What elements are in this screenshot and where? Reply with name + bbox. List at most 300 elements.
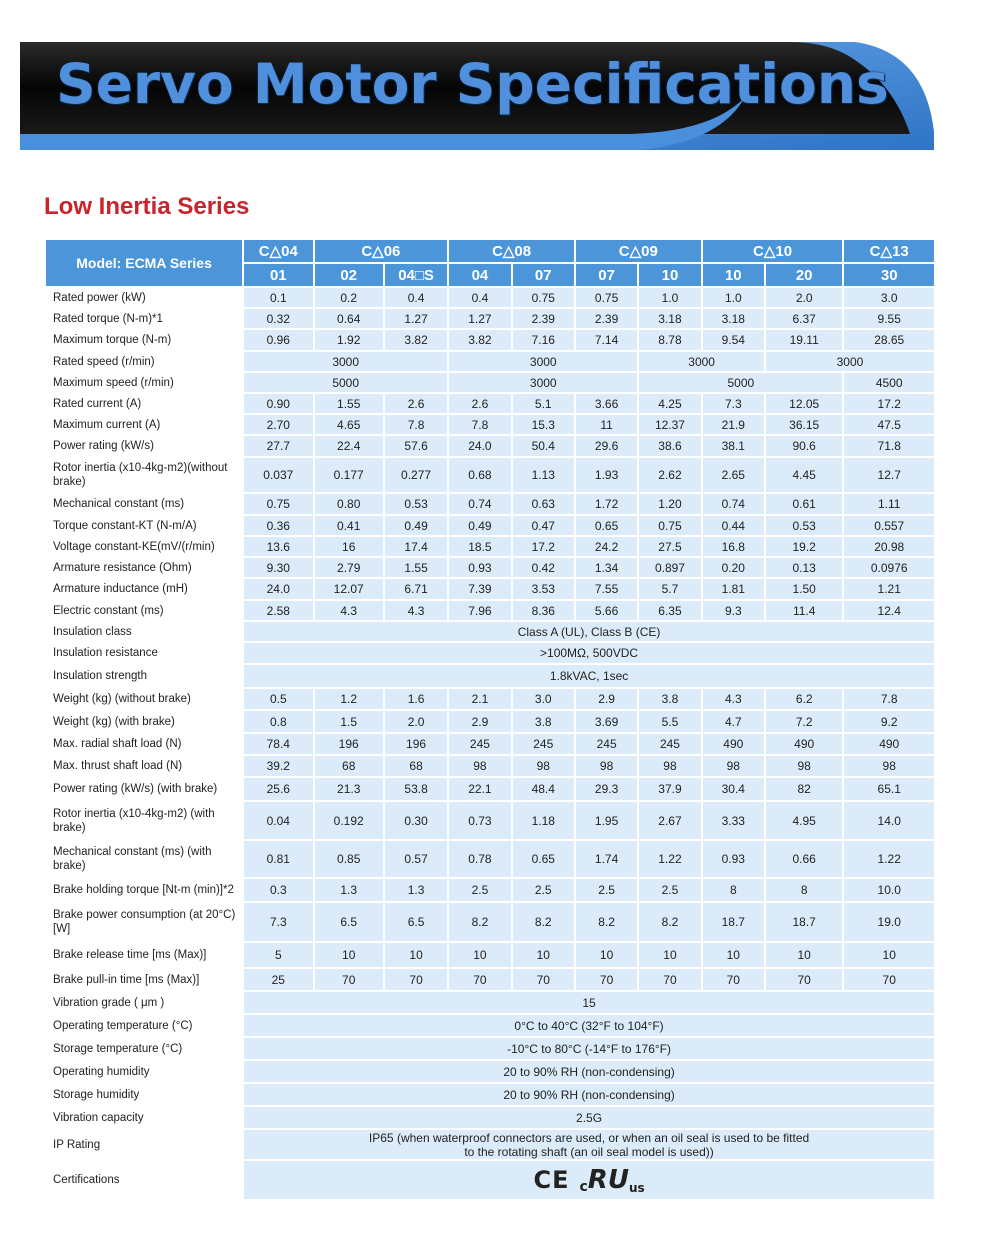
spec-value: 57.6 (384, 435, 448, 457)
model-number: 01 (243, 263, 313, 287)
spec-value: 9.54 (702, 329, 765, 351)
spec-value: 7.39 (448, 578, 511, 600)
spec-value: 0.73 (448, 801, 511, 840)
spec-value: 2.9 (575, 688, 638, 710)
spec-value: 25.6 (243, 777, 313, 801)
spec-value: 8.2 (638, 902, 701, 942)
spec-value: 1.13 (512, 457, 575, 493)
spec-value: 0.61 (765, 493, 843, 515)
spec-value: 245 (512, 733, 575, 755)
spec-value: 0.49 (384, 515, 448, 536)
spec-value: 1.93 (575, 457, 638, 493)
spec-value: 16 (314, 536, 384, 557)
spec-value: 5.5 (638, 710, 701, 733)
spec-value: 19.2 (765, 536, 843, 557)
section-title: Low Inertia Series (44, 193, 250, 220)
spec-value: 29.6 (575, 435, 638, 457)
table-row (45, 733, 935, 755)
table-row (45, 755, 935, 777)
group-value: 3000 (448, 372, 638, 393)
model-number: 04□S (384, 263, 448, 287)
spec-value: 24.0 (243, 578, 313, 600)
spec-value: 0.75 (512, 287, 575, 308)
spec-value: 50.4 (512, 435, 575, 457)
table-row (45, 688, 935, 710)
table-row (45, 457, 935, 493)
spec-value: 4.3 (314, 600, 384, 621)
spec-value: 38.1 (702, 435, 765, 457)
spec-value: 6.2 (765, 688, 843, 710)
spec-value: 10 (448, 942, 511, 968)
spec-value: 0.64 (314, 308, 384, 329)
spec-value: 17.4 (384, 536, 448, 557)
table-row (45, 414, 935, 435)
group-value: 3000 (765, 351, 935, 372)
spec-value: 27.5 (638, 536, 701, 557)
spec-value: 1.34 (575, 557, 638, 578)
spec-value: 10 (384, 942, 448, 968)
spec-value: 2.79 (314, 557, 384, 578)
spec-value: 0.47 (512, 515, 575, 536)
row-label: Rated speed (r/min) (45, 351, 243, 372)
spec-value: 37.9 (638, 777, 701, 801)
ce-mark: CE (533, 1166, 570, 1194)
merged-value: >100MΩ, 500VDC (243, 642, 935, 664)
spec-value: 7.8 (384, 414, 448, 435)
spec-value: 1.81 (702, 578, 765, 600)
spec-value: 3.18 (702, 308, 765, 329)
spec-value: 18.7 (765, 902, 843, 942)
spec-value: 11 (575, 414, 638, 435)
spec-value: 10 (314, 942, 384, 968)
spec-value: 1.27 (384, 308, 448, 329)
row-label: Rated torque (N-m)*1 (45, 308, 243, 329)
spec-value: 1.6 (384, 688, 448, 710)
spec-value: 4.7 (702, 710, 765, 733)
spec-value: 0.04 (243, 801, 313, 840)
row-label: Vibration capacity (45, 1106, 243, 1129)
spec-value: 78.4 (243, 733, 313, 755)
spec-value: 29.3 (575, 777, 638, 801)
spec-value: 6.5 (314, 902, 384, 942)
spec-value: 0.897 (638, 557, 701, 578)
spec-value: 0.75 (575, 287, 638, 308)
spec-value: 9.3 (702, 600, 765, 621)
spec-value: 2.5 (638, 878, 701, 902)
spec-value: 1.21 (843, 578, 935, 600)
row-label: Brake release time [ms (Max)] (45, 942, 243, 968)
model-number: 02 (314, 263, 384, 287)
spec-value: 10 (638, 942, 701, 968)
spec-value: 0.90 (243, 393, 313, 414)
row-label: Mechanical constant (ms) (with brake) (45, 840, 243, 878)
spec-value: 12.05 (765, 393, 843, 414)
spec-value: 19.11 (765, 329, 843, 351)
spec-value: 24.2 (575, 536, 638, 557)
spec-value: 7.3 (243, 902, 313, 942)
spec-value: 3.8 (638, 688, 701, 710)
row-label: Electric constant (ms) (45, 600, 243, 621)
frame-header: C△08 (448, 239, 575, 263)
spec-value: 98 (448, 755, 511, 777)
row-label: Maximum speed (r/min) (45, 372, 243, 393)
spec-value: 82 (765, 777, 843, 801)
spec-value: 8.78 (638, 329, 701, 351)
spec-value: 0.81 (243, 840, 313, 878)
spec-value: 0.53 (765, 515, 843, 536)
spec-value: 0.85 (314, 840, 384, 878)
model-header: Model: ECMA Series (45, 239, 243, 287)
spec-value: 2.1 (448, 688, 511, 710)
spec-value: 2.62 (638, 457, 701, 493)
spec-value: 8.2 (512, 902, 575, 942)
spec-value: 24.0 (448, 435, 511, 457)
spec-value: 53.8 (384, 777, 448, 801)
spec-value: 2.65 (702, 457, 765, 493)
row-label: Brake holding torque [Nt-m (min)]*2 (45, 878, 243, 902)
spec-value: 2.5 (448, 878, 511, 902)
spec-value: 68 (314, 755, 384, 777)
spec-value: 27.7 (243, 435, 313, 457)
spec-value: 1.0 (702, 287, 765, 308)
spec-value: 0.557 (843, 515, 935, 536)
spec-value: 7.8 (448, 414, 511, 435)
spec-value: 21.9 (702, 414, 765, 435)
merged-value: 20 to 90% RH (non-condensing) (243, 1083, 935, 1106)
spec-value: 0.93 (448, 557, 511, 578)
spec-value: 0.037 (243, 457, 313, 493)
table-row (45, 801, 935, 840)
spec-value: 70 (765, 968, 843, 991)
spec-value: 0.74 (448, 493, 511, 515)
spec-value: 1.5 (314, 710, 384, 733)
spec-value: 3.33 (702, 801, 765, 840)
spec-value: 70 (575, 968, 638, 991)
table-row (45, 372, 935, 393)
spec-value: 21.3 (314, 777, 384, 801)
spec-value: 15.3 (512, 414, 575, 435)
spec-value: 98 (512, 755, 575, 777)
row-label: Insulation resistance (45, 642, 243, 664)
spec-value: 0.3 (243, 878, 313, 902)
spec-value: 98 (702, 755, 765, 777)
table-row (45, 1160, 935, 1200)
spec-value: 17.2 (843, 393, 935, 414)
spec-value: 10 (512, 942, 575, 968)
spec-value: 0.4 (384, 287, 448, 308)
spec-value: 0.4 (448, 287, 511, 308)
spec-value: 1.2 (314, 688, 384, 710)
row-label: Rotor inertia (x10-4kg-m2)(without brake) (45, 457, 243, 493)
spec-value: 0.1 (243, 287, 313, 308)
spec-value: 68 (384, 755, 448, 777)
spec-value: 0.41 (314, 515, 384, 536)
spec-value: 6.5 (384, 902, 448, 942)
table-row (45, 1037, 935, 1060)
spec-value: 18.7 (702, 902, 765, 942)
spec-value: 70 (638, 968, 701, 991)
spec-value: 2.39 (575, 308, 638, 329)
spec-value: 70 (314, 968, 384, 991)
table-row (45, 878, 935, 902)
table-row (45, 991, 935, 1014)
spec-value: 7.14 (575, 329, 638, 351)
spec-value: 7.96 (448, 600, 511, 621)
spec-value: 1.27 (448, 308, 511, 329)
spec-value: 0.44 (702, 515, 765, 536)
spec-table (44, 238, 936, 1201)
spec-value: 18.5 (448, 536, 511, 557)
spec-value: 28.65 (843, 329, 935, 351)
model-number: 10 (702, 263, 765, 287)
table-row (45, 642, 935, 664)
spec-value: 9.2 (843, 710, 935, 733)
spec-value: 1.22 (638, 840, 701, 878)
table-row (45, 621, 935, 642)
row-label: Mechanical constant (ms) (45, 493, 243, 515)
row-label: Armature resistance (Ohm) (45, 557, 243, 578)
spec-value: 4.45 (765, 457, 843, 493)
table-row (45, 493, 935, 515)
spec-value: 4.25 (638, 393, 701, 414)
spec-value: 0.42 (512, 557, 575, 578)
row-label: Torque constant-KT (N-m/A) (45, 515, 243, 536)
table-row (45, 329, 935, 351)
table-row (45, 557, 935, 578)
spec-value: 2.9 (448, 710, 511, 733)
spec-value: 3.66 (575, 393, 638, 414)
model-number: 20 (765, 263, 843, 287)
row-label: IP Rating (45, 1129, 243, 1160)
row-label: Insulation class (45, 621, 243, 642)
spec-value: 65.1 (843, 777, 935, 801)
spec-value: 1.55 (384, 557, 448, 578)
model-number: 30 (843, 263, 935, 287)
spec-value: 8.2 (575, 902, 638, 942)
ul-mark: c RU us (579, 1165, 645, 1195)
spec-value: 196 (384, 733, 448, 755)
spec-value: 2.58 (243, 600, 313, 621)
spec-value: 38.6 (638, 435, 701, 457)
frame-header: C△04 (243, 239, 313, 263)
table-row (45, 1014, 935, 1037)
spec-value: 0.74 (702, 493, 765, 515)
spec-value: 39.2 (243, 755, 313, 777)
spec-value: 6.71 (384, 578, 448, 600)
spec-value: 2.67 (638, 801, 701, 840)
table-row (45, 942, 935, 968)
row-label: Weight (kg) (without brake) (45, 688, 243, 710)
spec-value: 0.36 (243, 515, 313, 536)
spec-value: 8.2 (448, 902, 511, 942)
spec-value: 0.68 (448, 457, 511, 493)
table-row (45, 308, 935, 329)
spec-value: 0.8 (243, 710, 313, 733)
frame-header: C△10 (702, 239, 844, 263)
spec-value: 0.32 (243, 308, 313, 329)
table-row (45, 536, 935, 557)
spec-value: 1.3 (314, 878, 384, 902)
spec-value: 490 (702, 733, 765, 755)
table-row (45, 287, 935, 308)
spec-value: 1.11 (843, 493, 935, 515)
spec-value: 7.16 (512, 329, 575, 351)
row-label: Voltage constant-KE(mV/(r/min) (45, 536, 243, 557)
table-row (45, 968, 935, 991)
spec-value: 1.72 (575, 493, 638, 515)
row-label: Storage temperature (°C) (45, 1037, 243, 1060)
spec-value: 4.3 (702, 688, 765, 710)
model-number: 04 (448, 263, 511, 287)
spec-value: 0.277 (384, 457, 448, 493)
spec-value: 0.177 (314, 457, 384, 493)
spec-value: 2.5 (575, 878, 638, 902)
spec-value: 0.57 (384, 840, 448, 878)
spec-value: 30.4 (702, 777, 765, 801)
spec-value: 2.39 (512, 308, 575, 329)
row-label: Storage humidity (45, 1083, 243, 1106)
spec-value: 25 (243, 968, 313, 991)
spec-value: 10 (575, 942, 638, 968)
spec-value: 1.18 (512, 801, 575, 840)
spec-value: 8 (702, 878, 765, 902)
spec-value: 3.18 (638, 308, 701, 329)
row-label: Max. thrust shaft load (N) (45, 755, 243, 777)
spec-value: 490 (765, 733, 843, 755)
spec-value: 1.3 (384, 878, 448, 902)
row-label: Maximum torque (N-m) (45, 329, 243, 351)
merged-value: -10°C to 80°C (-14°F to 176°F) (243, 1037, 935, 1060)
row-label: Maximum current (A) (45, 414, 243, 435)
spec-value: 4.65 (314, 414, 384, 435)
group-value: 4500 (843, 372, 935, 393)
spec-value: 1.20 (638, 493, 701, 515)
model-number: 10 (638, 263, 701, 287)
spec-value: 6.37 (765, 308, 843, 329)
spec-value: 98 (575, 755, 638, 777)
model-number: 07 (575, 263, 638, 287)
spec-value: 7.2 (765, 710, 843, 733)
spec-value: 4.3 (384, 600, 448, 621)
row-label: Insulation strength (45, 664, 243, 688)
table-row (45, 710, 935, 733)
table-row (45, 664, 935, 688)
group-value: 5000 (638, 372, 843, 393)
spec-value: 5.7 (638, 578, 701, 600)
spec-value: 7.55 (575, 578, 638, 600)
row-label: Rated current (A) (45, 393, 243, 414)
spec-value: 2.5 (512, 878, 575, 902)
spec-value: 5.66 (575, 600, 638, 621)
spec-value: 90.6 (765, 435, 843, 457)
row-label: Rated power (kW) (45, 287, 243, 308)
spec-value: 0.53 (384, 493, 448, 515)
spec-value: 0.2 (314, 287, 384, 308)
spec-value: 245 (448, 733, 511, 755)
table-row (45, 393, 935, 414)
spec-value: 8.36 (512, 600, 575, 621)
spec-value: 12.37 (638, 414, 701, 435)
merged-value: 2.5G (243, 1106, 935, 1129)
spec-value: 17.2 (512, 536, 575, 557)
spec-value: 3.0 (512, 688, 575, 710)
spec-value: 36.15 (765, 414, 843, 435)
row-label: Brake pull-in time [ms (Max)] (45, 968, 243, 991)
table-row (45, 435, 935, 457)
spec-value: 98 (765, 755, 843, 777)
spec-value: 490 (843, 733, 935, 755)
spec-value: 3.82 (448, 329, 511, 351)
spec-value: 2.6 (448, 393, 511, 414)
row-label: Brake power consumption (at 20°C) [W] (45, 902, 243, 942)
group-value: 3000 (243, 351, 448, 372)
spec-value: 0.75 (243, 493, 313, 515)
spec-value: 4.95 (765, 801, 843, 840)
spec-value: 0.30 (384, 801, 448, 840)
group-value: 5000 (243, 372, 448, 393)
row-label: Operating humidity (45, 1060, 243, 1083)
frame-header: C△06 (314, 239, 449, 263)
spec-value: 10.0 (843, 878, 935, 902)
spec-value: 98 (843, 755, 935, 777)
spec-value: 3.69 (575, 710, 638, 733)
row-label: Vibration grade ( μm ) (45, 991, 243, 1014)
spec-value: 11.4 (765, 600, 843, 621)
spec-value: 14.0 (843, 801, 935, 840)
spec-value: 0.78 (448, 840, 511, 878)
spec-value: 0.0976 (843, 557, 935, 578)
table-row (45, 1060, 935, 1083)
table-row (45, 578, 935, 600)
group-value: 3000 (638, 351, 765, 372)
spec-value: 2.70 (243, 414, 313, 435)
model-number: 07 (512, 263, 575, 287)
table-row (45, 600, 935, 621)
spec-value: 10 (702, 942, 765, 968)
merged-value: IP65 (when waterproof connectors are used, or when an oil seal is used to be fitted to the rotating shaft (an oil seal model is used)) (243, 1129, 935, 1160)
spec-value: 3.8 (512, 710, 575, 733)
spec-value: 16.8 (702, 536, 765, 557)
spec-value: 70 (384, 968, 448, 991)
spec-value: 1.92 (314, 329, 384, 351)
spec-value: 6.35 (638, 600, 701, 621)
spec-value: 70 (843, 968, 935, 991)
spec-value: 1.74 (575, 840, 638, 878)
spec-value: 13.6 (243, 536, 313, 557)
spec-value: 3.53 (512, 578, 575, 600)
table-row (45, 840, 935, 878)
spec-value: 9.30 (243, 557, 313, 578)
spec-value: 7.3 (702, 393, 765, 414)
merged-value: 20 to 90% RH (non-condensing) (243, 1060, 935, 1083)
group-value: 3000 (448, 351, 638, 372)
row-label: Armature inductance (mH) (45, 578, 243, 600)
spec-value: 10 (843, 942, 935, 968)
spec-value: 0.49 (448, 515, 511, 536)
spec-value: 8 (765, 878, 843, 902)
spec-value: 245 (638, 733, 701, 755)
spec-value: 20.98 (843, 536, 935, 557)
spec-value: 10 (765, 942, 843, 968)
spec-value: 19.0 (843, 902, 935, 942)
spec-value: 70 (702, 968, 765, 991)
spec-value: 22.1 (448, 777, 511, 801)
spec-value: 0.13 (765, 557, 843, 578)
spec-value: 0.93 (702, 840, 765, 878)
spec-value: 1.50 (765, 578, 843, 600)
spec-value: 3.0 (843, 287, 935, 308)
spec-value: 12.7 (843, 457, 935, 493)
